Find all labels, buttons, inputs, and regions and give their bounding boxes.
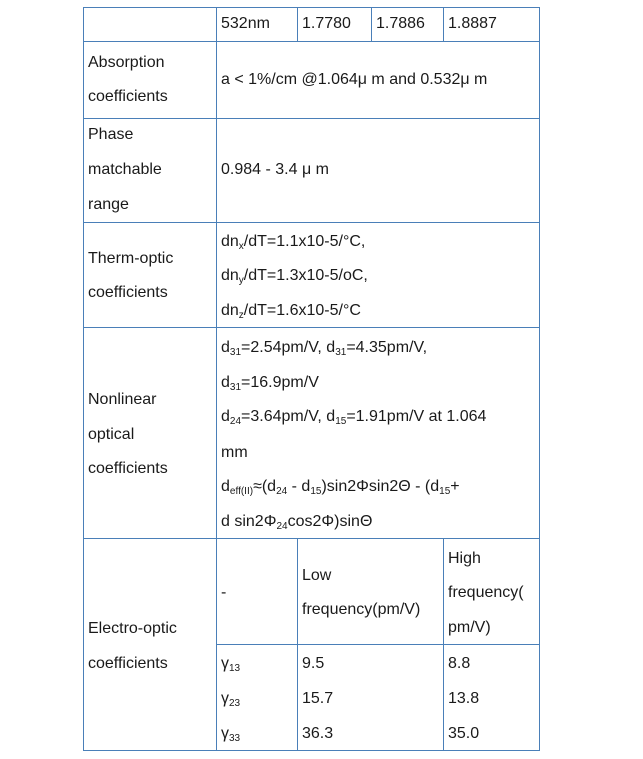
absorption-value: a < 1%/cm @1.064μ m and 0.532μ m xyxy=(221,71,488,88)
phase-label: Phase xyxy=(88,126,134,143)
thermo-label: coefficients xyxy=(88,284,168,301)
low-value: 36.3 xyxy=(302,725,334,742)
low-frequency-header: frequency(pm/V) xyxy=(302,601,421,618)
thermo-value-z: $dn_z/dT=1.6x10-5/^\circ C$ xyxy=(221,302,361,321)
electro-label: Electro-optic xyxy=(88,620,177,637)
high-frequency-header: High xyxy=(448,550,481,567)
gamma-symbol: $\gamma_{23}$ xyxy=(221,690,241,709)
high-frequency-header: frequency( xyxy=(448,584,524,601)
nonlinear-line: $d_{eff(II)}\approx(d_{24} - d_{15})\sin 2\Phi\sin 2\Theta - (d_{15}+$ xyxy=(221,478,460,497)
high-value: 13.8 xyxy=(448,690,480,707)
index-cell: 1.7780 xyxy=(302,15,351,32)
nonlinear-line: mm xyxy=(221,444,248,461)
gamma-symbol: $\gamma_{13}$ xyxy=(221,655,241,674)
absorption-label: Absorption xyxy=(88,54,165,71)
row-border xyxy=(83,327,540,328)
nonlinear-line: d $\sin 2\Phi_{24}\cos 2\Phi)\sin\Theta$ xyxy=(221,513,373,532)
properties-table xyxy=(83,7,540,751)
high-value: 8.8 xyxy=(448,655,471,672)
absorption-label: coefficients xyxy=(88,88,168,105)
col-border xyxy=(371,7,372,42)
row-border xyxy=(83,750,540,751)
thermo-value-x: $dn_x/dT=1.1x10-5/^\circ C$, xyxy=(221,233,366,252)
index-cell: 1.8887 xyxy=(448,15,497,32)
col-border xyxy=(297,538,298,751)
row-border xyxy=(83,41,540,42)
phase-value: 0.984 - 3.4 μ m xyxy=(221,161,329,178)
gamma-symbol: $\gamma_{33}$ xyxy=(221,725,241,744)
low-value: 15.7 xyxy=(302,690,334,707)
low-value: 9.5 xyxy=(302,655,325,672)
col-border xyxy=(297,7,298,42)
nonlinear-label: Nonlinear xyxy=(88,391,157,408)
nonlinear-label: optical xyxy=(88,426,135,443)
col-border xyxy=(216,7,217,751)
low-frequency-header: Low xyxy=(302,567,332,584)
nonlinear-line: $d_{31}=2.54pm/V$, $d_{31}=4.35pm/V$, xyxy=(221,339,428,358)
electro-label: coefficients xyxy=(88,655,168,672)
high-frequency-header: pm/V) xyxy=(448,619,491,636)
phase-label: matchable xyxy=(88,161,162,178)
index-cell: 1.7886 xyxy=(376,15,425,32)
electro-header-dash: - xyxy=(221,584,227,601)
nonlinear-line: $d_{24}=3.64pm/V$, $d_{15}=1.91pm/V$ at 1.064 xyxy=(221,408,487,427)
thermo-label: Therm-optic xyxy=(88,250,174,267)
col-border xyxy=(443,7,444,42)
col-border xyxy=(83,7,84,751)
col-border xyxy=(443,538,444,751)
wavelength-cell: 532nm xyxy=(221,15,270,32)
row-border xyxy=(83,118,540,119)
high-value: 35.0 xyxy=(448,725,480,742)
nonlinear-line: $d_{31}=16.9pm/V$ xyxy=(221,374,319,393)
nonlinear-label: coefficients xyxy=(88,460,168,477)
col-border xyxy=(539,7,540,751)
phase-label: range xyxy=(88,196,129,213)
row-border xyxy=(217,644,540,645)
thermo-value-y: $dn_y/dT=1.3x10-5/oC$, xyxy=(221,267,368,286)
row-border xyxy=(83,7,540,8)
row-border xyxy=(83,222,540,223)
row-border xyxy=(83,538,540,539)
